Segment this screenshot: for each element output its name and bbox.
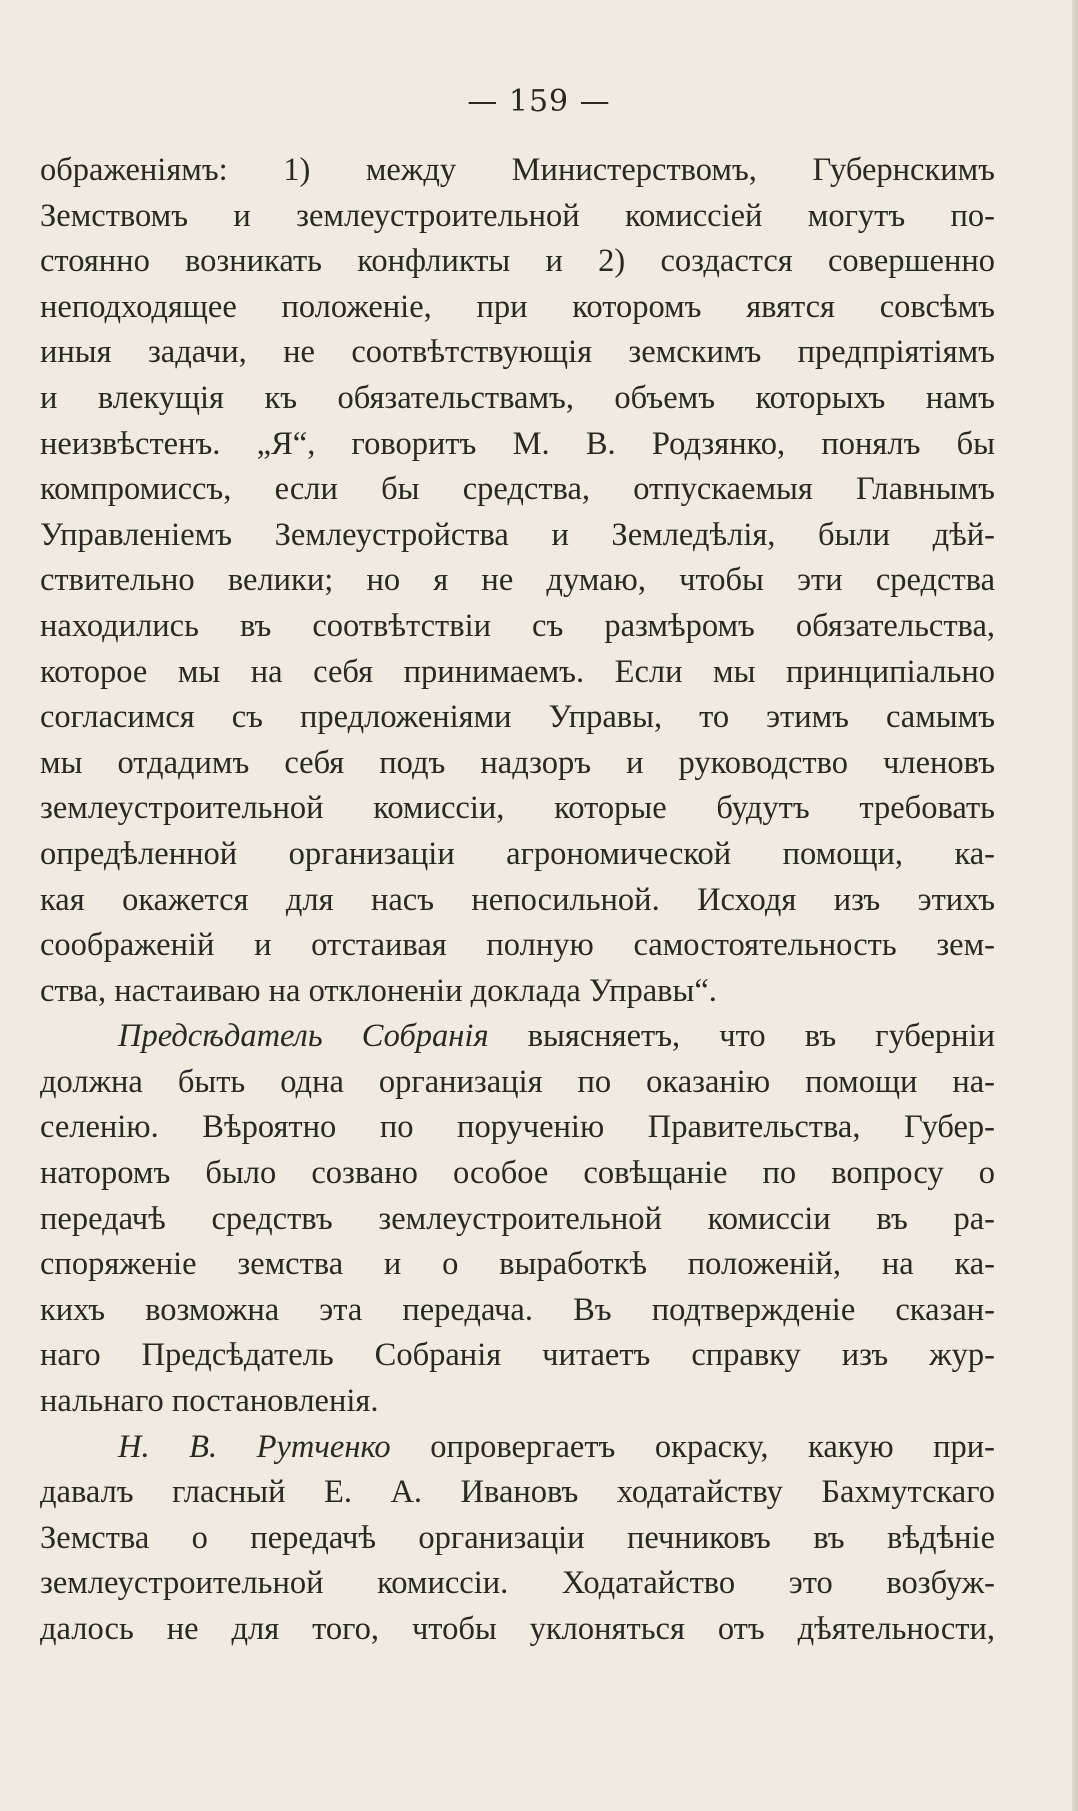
speaker-name: Предсѣдатель Собранія: [118, 1018, 489, 1055]
text-line: Управленіемъ Землеустройства и Земледѣлія, были дѣй-: [40, 516, 995, 553]
text-line: компромиссъ, если бы средства, отпускаемыя Главнымъ: [40, 471, 995, 508]
text-line: которое мы на себя принимаемъ. Если мы принципіально: [40, 653, 995, 690]
text-line: селенію. Вѣроятно по порученію Правительства, Губер-: [40, 1109, 995, 1146]
text-line: находились въ соотвѣтствіи съ размѣромъ обязательства,: [40, 607, 995, 644]
speaker-name: Н. В. Рутченко: [118, 1428, 391, 1465]
text-line: должна быть одна организація по оказанію помощи на-: [40, 1063, 995, 1100]
text-line: передачѣ средствъ землеустроительной комиссіи въ ра-: [40, 1200, 995, 1237]
text-line: иныя задачи, не соотвѣтствующія земскимъ предпріятіямъ: [40, 334, 995, 371]
text-line: землеустроительной комиссіи, которые будутъ требовать: [40, 790, 995, 827]
paragraph-chairman: [40, 1014, 995, 1424]
body-text: [40, 148, 995, 1653]
text-line: ства, настаиваю на отклоненіи доклада Управы“.: [40, 972, 717, 1009]
text-line: стоянно возникать конфликты и 2) создастся совершенно: [40, 243, 995, 280]
page-number: — 159 —: [467, 84, 611, 119]
text-line: опредѣленной организаціи агрономической помощи, ка-: [40, 835, 995, 872]
text-line: ствительно велики; но я не думаю, чтобы эти средства: [40, 562, 995, 599]
text-line: неизвѣстенъ. „Я“, говоритъ М. В. Родзянко, понялъ бы: [40, 425, 995, 462]
text-line: нальнаго постановленія.: [40, 1383, 379, 1420]
text-line: наторомъ было созвано особое совѣщаніе по вопросу о: [40, 1155, 995, 1192]
text-line: ображеніямъ: 1) между Министерствомъ, Губернскимъ: [40, 152, 995, 188]
text-line: наго Предсѣдатель Собранія читаетъ справку изъ жур-: [40, 1337, 995, 1374]
text-line: Земства о передачѣ организаціи печниковъ въ вѣдѣніе: [40, 1519, 995, 1556]
text-line: далось не для того, чтобы уклоняться отъ дѣятельности,: [40, 1611, 995, 1647]
first-line-rest: выясняетъ, что въ губерніи: [527, 1018, 995, 1055]
text-line: согласимся съ предложеніями Управы, то этимъ самымъ: [40, 699, 995, 736]
text-line: и влекущія къ обязательствамъ, объемъ которыхъ намъ: [40, 379, 995, 416]
first-line-rest: опровергаетъ окраску, какую при-: [430, 1428, 995, 1465]
text-line: споряженіе земства и о выработкѣ положеній, на ка-: [40, 1246, 995, 1283]
text-line: соображеній и отстаивая полную самостоятельность зем-: [40, 927, 995, 964]
paragraph-first-line: [40, 1014, 995, 1060]
page-edge-shadow: [1072, 0, 1078, 1811]
paragraph-rutchenko: [40, 1425, 995, 1653]
text-line: мы отдадимъ себя подъ надзоръ и руководство членовъ: [40, 744, 995, 781]
text-line: землеустроительной комиссіи. Ходатайство это возбуж-: [40, 1565, 995, 1602]
text-line: кихъ возможна эта передача. Въ подтвержденіе сказан-: [40, 1291, 995, 1328]
text-line: давалъ гласный Е. А. Ивановъ ходатайству Бахмутскаго: [40, 1474, 995, 1511]
paragraph-continuation: [40, 148, 995, 1014]
text-line: неподходящее положеніе, при которомъ явятся совсѣмъ: [40, 288, 995, 325]
text-line: кая окажется для насъ непосильной. Исходя изъ этихъ: [40, 881, 995, 918]
text-line: Земствомъ и землеустроительной комиссіей могутъ по-: [40, 197, 995, 234]
paragraph-first-line: [40, 1425, 995, 1471]
